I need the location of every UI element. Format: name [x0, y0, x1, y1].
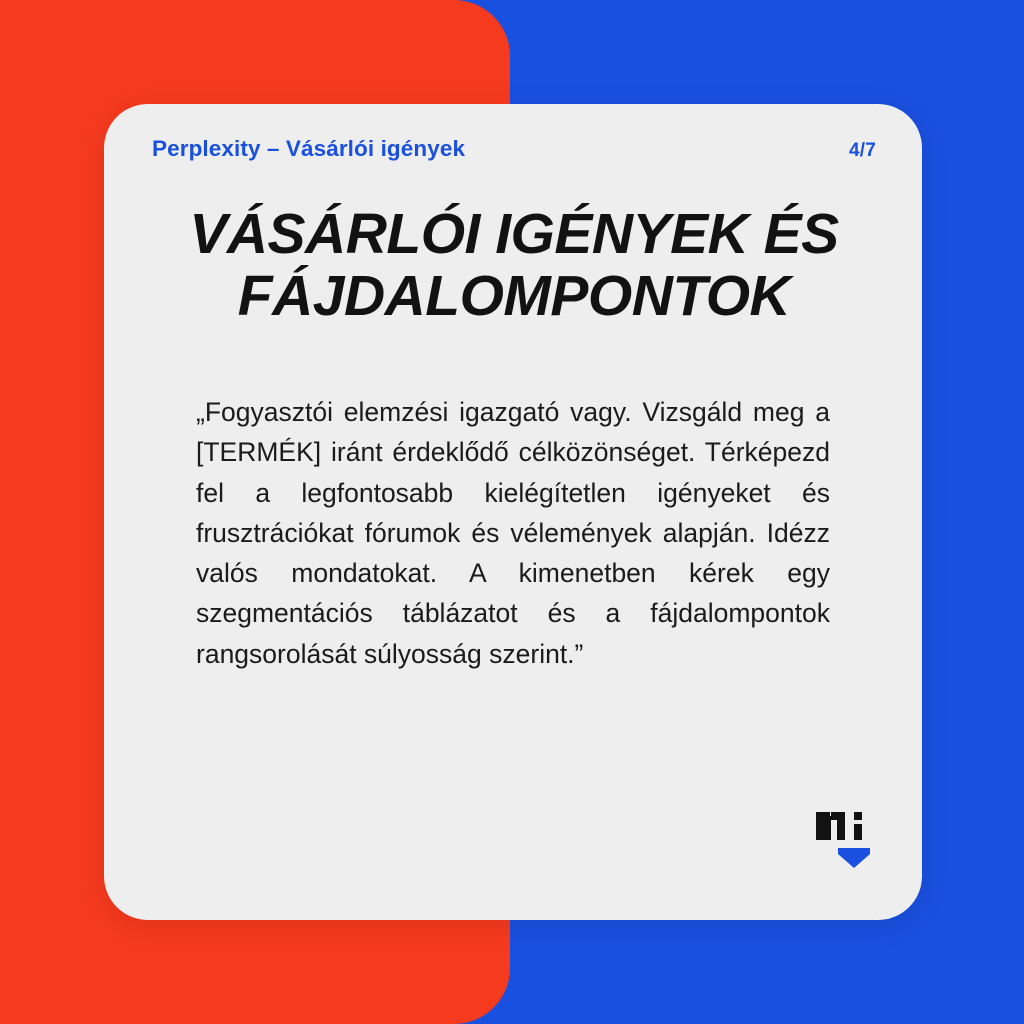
- content-card: [104, 104, 922, 920]
- body-paragraph: „Fogyasztói elemzési igazgató vagy. Vizsgáld meg a [TERMÉK] iránt érdeklődő célközönséget. Térképezd fel a legfontosabb kielégítetlen igényeket és frusztrációkat fórumok és vélemények alapján. Idézz valós mondatokat. A kimenetben kérek egy szegmentációs táblázatot és a fájdalompontok rangsorolását súlyosság szerint.”: [196, 397, 830, 669]
- slide-eyebrow-label: Perplexity – Vásárlói igények: [152, 136, 466, 161]
- page-counter: 4/7: [848, 140, 876, 161]
- brand-logo-icon: [814, 810, 870, 868]
- page-title: VÁSÁRLÓI IGÉNYEK ÉS FÁJDALOMPONTOK: [189, 202, 839, 328]
- card-header: [152, 136, 876, 162]
